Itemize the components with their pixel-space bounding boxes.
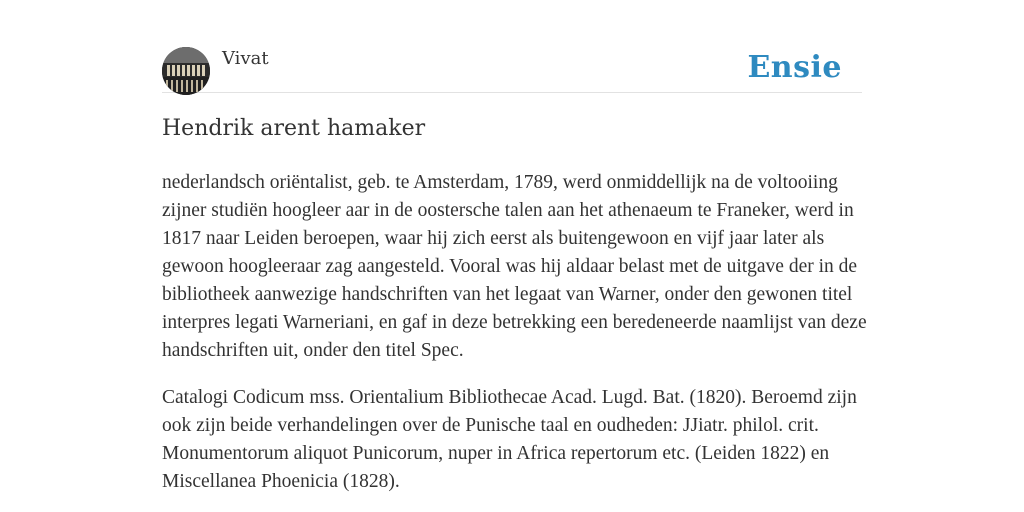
brand-logo[interactable]: Ensie bbox=[747, 50, 842, 85]
author-name[interactable]: Vivat bbox=[222, 48, 269, 69]
avatar-image bbox=[162, 47, 210, 95]
header bbox=[162, 44, 862, 93]
article-body bbox=[162, 169, 868, 512]
article-title: Hendrik arent hamaker bbox=[162, 116, 426, 141]
author-avatar[interactable] bbox=[162, 47, 210, 95]
article-paragraph: Catalogi Codicum mss. Orientalium Bibliothecae Acad. Lugd. Bat. (1820). Beroemd zijn ook zijn beide verhandelingen over de Punische taal en oudheden: JJiatr. philol. crit. Monumentorum aliquot Punicorum, nuper in Africa repertorum etc. (Leiden 1822) en Miscellanea Phoenicia (1828). bbox=[162, 387, 857, 492]
article-paragraph: nederlandsch oriëntalist, geb. te Amsterdam, 1789, werd onmiddellijk na de voltooiing zijner studiën hoogleer aar in de oostersche talen aan het athenaeum te Franeker, werd in 1817 naar Leiden beroepen, waar hij zich eerst als buitengewoon en vijf jaar later als gewoon hoogleeraar zag aangesteld. Vooral was hij aldaar belast met de uitgave der in de bibliotheek aanwezige handschriften van het legaat van Warner, onder den gewonen titel interpres legati Warneriani, en gaf in deze betrekking een beredeneerde naamlijst van deze handschriften uit, onder den titel Spec. bbox=[162, 172, 867, 361]
